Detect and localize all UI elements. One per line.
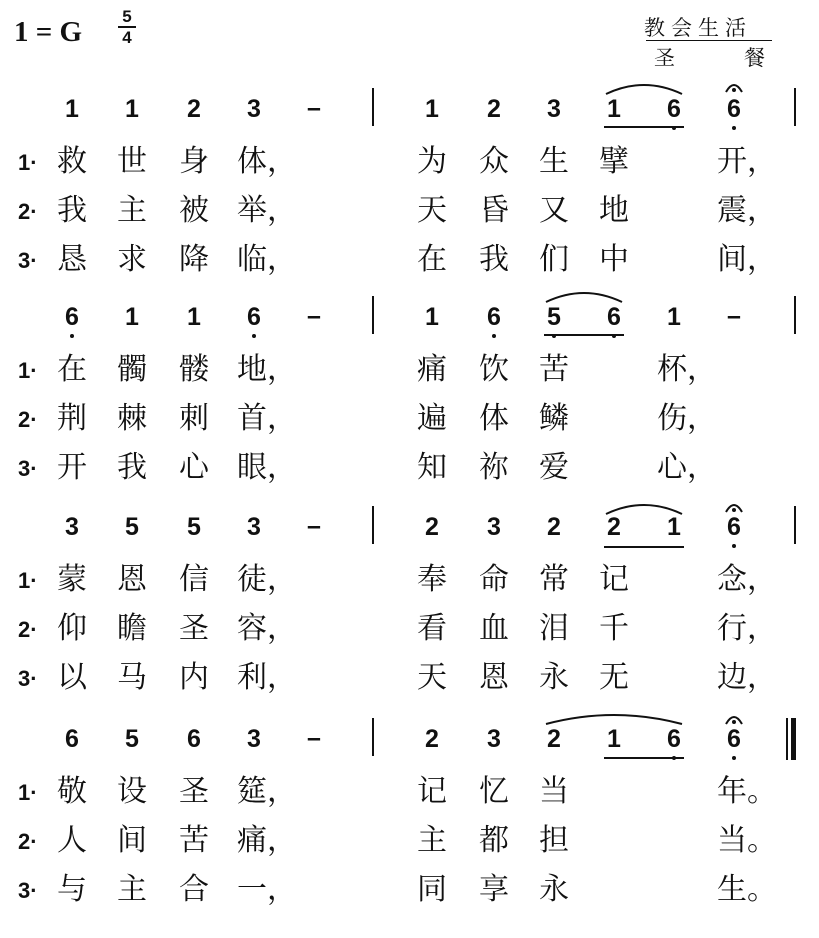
barline xyxy=(372,88,374,126)
lyric-char: 信 xyxy=(179,562,209,597)
lyric-char: 被 xyxy=(179,193,209,228)
lyric-char: 震， xyxy=(717,193,777,228)
fermata-symbol xyxy=(724,80,744,94)
fermata-symbol xyxy=(724,500,744,514)
lyric-char: 筵， xyxy=(237,774,297,809)
note: 6 xyxy=(663,94,685,124)
octave-dot-below xyxy=(732,756,736,760)
sustain-dash: – xyxy=(307,724,321,752)
lyric-char: 马 xyxy=(117,660,147,695)
lyric-char: 擘 xyxy=(599,144,629,179)
lyric-char: 利， xyxy=(237,660,297,695)
lyric-char: 血 xyxy=(479,611,509,646)
key-signature: 1 = G xyxy=(14,16,83,48)
lyric-char: 主 xyxy=(117,872,147,907)
lyric-char: 圣 xyxy=(179,774,209,809)
note: 6 xyxy=(61,302,83,332)
lyric-char: 记 xyxy=(599,562,629,597)
lyric-char: 行， xyxy=(717,611,777,646)
lyric-char: 为 xyxy=(417,144,447,179)
note: 6 xyxy=(65,725,79,753)
note: 2 xyxy=(607,513,621,541)
note: 2 xyxy=(425,513,439,541)
lyric-char: 设 xyxy=(117,774,147,809)
lyric-char: 仰 xyxy=(57,611,87,646)
lyric-char: 常 xyxy=(539,562,569,597)
lyric-char: 同 xyxy=(417,872,447,907)
lyric-char: 棘 xyxy=(117,401,147,436)
lyric-char: 边， xyxy=(717,660,777,695)
octave-dot-below xyxy=(70,334,74,338)
lyric-char: 主 xyxy=(417,823,447,858)
lyric-char: 永 xyxy=(539,660,569,695)
lyric-char: 都 xyxy=(479,823,509,858)
lyric-char: 首， xyxy=(237,401,297,436)
lyric-char: 与 xyxy=(57,872,87,907)
lyric-char: 开， xyxy=(717,144,777,179)
barline xyxy=(372,506,374,544)
final-barline-thin xyxy=(786,718,788,760)
lyric-char: 合 xyxy=(179,872,209,907)
slur xyxy=(604,500,684,516)
lyric-char: 伤， xyxy=(657,401,717,436)
note: 1 xyxy=(65,95,79,123)
lyric-char: 苦 xyxy=(539,352,569,387)
lyric-char: 担 xyxy=(539,823,569,858)
note: 3 xyxy=(247,95,261,123)
note: 2 xyxy=(547,513,561,541)
sustain-dash: – xyxy=(307,94,321,122)
lyric-char: 爱 xyxy=(539,450,569,485)
barline xyxy=(372,296,374,334)
lyric-char: 泪 xyxy=(539,611,569,646)
lyric-char: 永 xyxy=(539,872,569,907)
barline xyxy=(372,718,374,756)
note: 1 xyxy=(425,303,439,331)
lyric-char: 圣 xyxy=(179,611,209,646)
lyric-char: 主 xyxy=(117,193,147,228)
lyric-char: 苦 xyxy=(179,823,209,858)
lyric-char: 恩 xyxy=(479,660,509,695)
note: 5 xyxy=(543,302,565,332)
verse-number: 3· xyxy=(18,248,38,273)
lyric-char: 在 xyxy=(417,242,447,277)
barline xyxy=(794,296,796,334)
note: 5 xyxy=(125,725,139,753)
lyric-char: 命 xyxy=(479,562,509,597)
note: 1 xyxy=(667,303,681,331)
category-divider xyxy=(646,40,772,41)
lyric-char: 体， xyxy=(237,144,297,179)
lyric-char: 我 xyxy=(479,242,509,277)
lyric-char: 体 xyxy=(479,401,509,436)
lyric-char: 地， xyxy=(237,352,297,387)
lyric-char: 我 xyxy=(117,450,147,485)
fermata-symbol xyxy=(724,712,744,726)
note: 3 xyxy=(547,95,561,123)
lyric-char: 蒙 xyxy=(57,562,87,597)
verse-number: 1· xyxy=(18,568,38,593)
note: 3 xyxy=(487,725,501,753)
verse-number: 3· xyxy=(18,456,38,481)
verse-number: 2· xyxy=(18,407,38,432)
barline xyxy=(794,506,796,544)
note: 3 xyxy=(247,513,261,541)
lyric-char: 天 xyxy=(417,660,447,695)
lyric-char: 中 xyxy=(599,242,629,277)
lyric-char: 人 xyxy=(57,823,87,858)
sustain-dash: – xyxy=(307,512,321,540)
lyric-char: 内 xyxy=(179,660,209,695)
note: 1 xyxy=(187,303,201,331)
lyric-char: 们 xyxy=(539,242,569,277)
octave-dot-below xyxy=(492,334,496,338)
lyric-char: 间 xyxy=(117,823,147,858)
lyric-char: 刺 xyxy=(179,401,209,436)
lyric-char: 众 xyxy=(479,144,509,179)
octave-dot-below xyxy=(252,334,256,338)
lyric-char: 在 xyxy=(57,352,87,387)
note: 6 xyxy=(723,94,745,124)
lyric-char: 杯， xyxy=(657,352,717,387)
underline xyxy=(604,126,684,128)
lyric-char: 恩 xyxy=(117,562,147,597)
note: 2 xyxy=(425,725,439,753)
lyric-char: 髑 xyxy=(117,352,147,387)
time-signature-top: 5 xyxy=(122,7,132,26)
note: 1 xyxy=(667,513,681,541)
lyric-char: 生。 xyxy=(717,872,777,907)
lyric-char: 敬 xyxy=(57,774,87,809)
verse-number: 2· xyxy=(18,829,38,854)
lyric-char: 我 xyxy=(57,193,87,228)
note: 5 xyxy=(125,513,139,541)
lyric-char: 又 xyxy=(539,193,569,228)
lyric-char: 忆 xyxy=(479,774,509,809)
note: 3 xyxy=(247,725,261,753)
time-signature-bottom: 4 xyxy=(122,28,132,47)
lyric-char: 痛 xyxy=(417,352,447,387)
lyric-char: 昏 xyxy=(479,193,509,228)
lyric-char: 身 xyxy=(179,144,209,179)
underline xyxy=(604,546,684,548)
slur xyxy=(544,710,684,726)
lyric-char: 救 xyxy=(57,144,87,179)
sustain-dash: – xyxy=(307,302,321,330)
lyric-char: 记 xyxy=(417,774,447,809)
hymn-subcategory-left: 圣 xyxy=(654,46,675,70)
lyric-char: 降 xyxy=(179,242,209,277)
underline xyxy=(544,334,624,336)
note: 2 xyxy=(187,95,201,123)
lyric-char: 痛， xyxy=(237,823,297,858)
lyric-char: 当。 xyxy=(717,823,777,858)
slur xyxy=(544,288,624,304)
lyric-char: 祢 xyxy=(479,450,509,485)
lyric-char: 荆 xyxy=(57,401,87,436)
note: 1 xyxy=(425,95,439,123)
hymn-category: 教会生活 xyxy=(644,16,752,40)
note: 6 xyxy=(723,724,745,754)
lyric-char: 恳 xyxy=(57,242,87,277)
verse-number: 2· xyxy=(18,199,38,224)
lyric-char: 念， xyxy=(717,562,777,597)
lyric-char: 地 xyxy=(599,193,629,228)
verse-number: 1· xyxy=(18,358,38,383)
hymn-subcategory-right: 餐 xyxy=(744,46,765,70)
lyric-char: 一， xyxy=(237,872,297,907)
lyric-char: 眼， xyxy=(237,450,297,485)
lyric-char: 世 xyxy=(117,144,147,179)
lyric-char: 以 xyxy=(57,660,87,695)
lyric-char: 无 xyxy=(599,660,629,695)
lyric-char: 徒， xyxy=(237,562,297,597)
time-signature xyxy=(118,8,136,46)
lyric-char: 心 xyxy=(179,450,209,485)
lyric-char: 饮 xyxy=(479,352,509,387)
underline xyxy=(604,757,684,759)
sustain-dash: – xyxy=(727,302,741,330)
lyric-char: 遍 xyxy=(417,401,447,436)
barline xyxy=(794,88,796,126)
octave-dot-below xyxy=(732,126,736,130)
note: 6 xyxy=(483,302,505,332)
slur xyxy=(604,80,684,96)
octave-dot-below xyxy=(732,544,736,548)
note: 6 xyxy=(603,302,625,332)
note: 1 xyxy=(125,95,139,123)
lyric-char: 看 xyxy=(417,611,447,646)
verse-number: 3· xyxy=(18,666,38,691)
note: 5 xyxy=(187,513,201,541)
note: 6 xyxy=(723,512,745,542)
lyric-char: 年。 xyxy=(717,774,777,809)
lyric-char: 容， xyxy=(237,611,297,646)
note: 2 xyxy=(487,95,501,123)
verse-number: 1· xyxy=(18,780,38,805)
lyric-char: 求 xyxy=(117,242,147,277)
lyric-char: 举， xyxy=(237,193,297,228)
lyric-char: 心， xyxy=(657,450,717,485)
verse-number: 3· xyxy=(18,878,38,903)
lyric-char: 瞻 xyxy=(117,611,147,646)
lyric-char: 鳞 xyxy=(539,401,569,436)
lyric-char: 生 xyxy=(539,144,569,179)
lyric-char: 临， xyxy=(237,242,297,277)
lyric-char: 天 xyxy=(417,193,447,228)
lyric-char: 髅 xyxy=(179,352,209,387)
note: 3 xyxy=(65,513,79,541)
note: 1 xyxy=(607,725,621,753)
lyric-char: 千 xyxy=(599,611,629,646)
note: 3 xyxy=(487,513,501,541)
final-barline-thick xyxy=(791,718,796,760)
verse-number: 2· xyxy=(18,617,38,642)
lyric-char: 开 xyxy=(57,450,87,485)
note: 6 xyxy=(663,724,685,754)
lyric-char: 享 xyxy=(479,872,509,907)
note: 6 xyxy=(243,302,265,332)
lyric-char: 间， xyxy=(717,242,777,277)
note: 1 xyxy=(125,303,139,331)
lyric-char: 奉 xyxy=(417,562,447,597)
verse-number: 1· xyxy=(18,150,38,175)
note: 2 xyxy=(547,725,561,753)
lyric-char: 知 xyxy=(417,450,447,485)
note: 1 xyxy=(607,95,621,123)
note: 6 xyxy=(187,725,201,753)
lyric-char: 当 xyxy=(539,774,569,809)
